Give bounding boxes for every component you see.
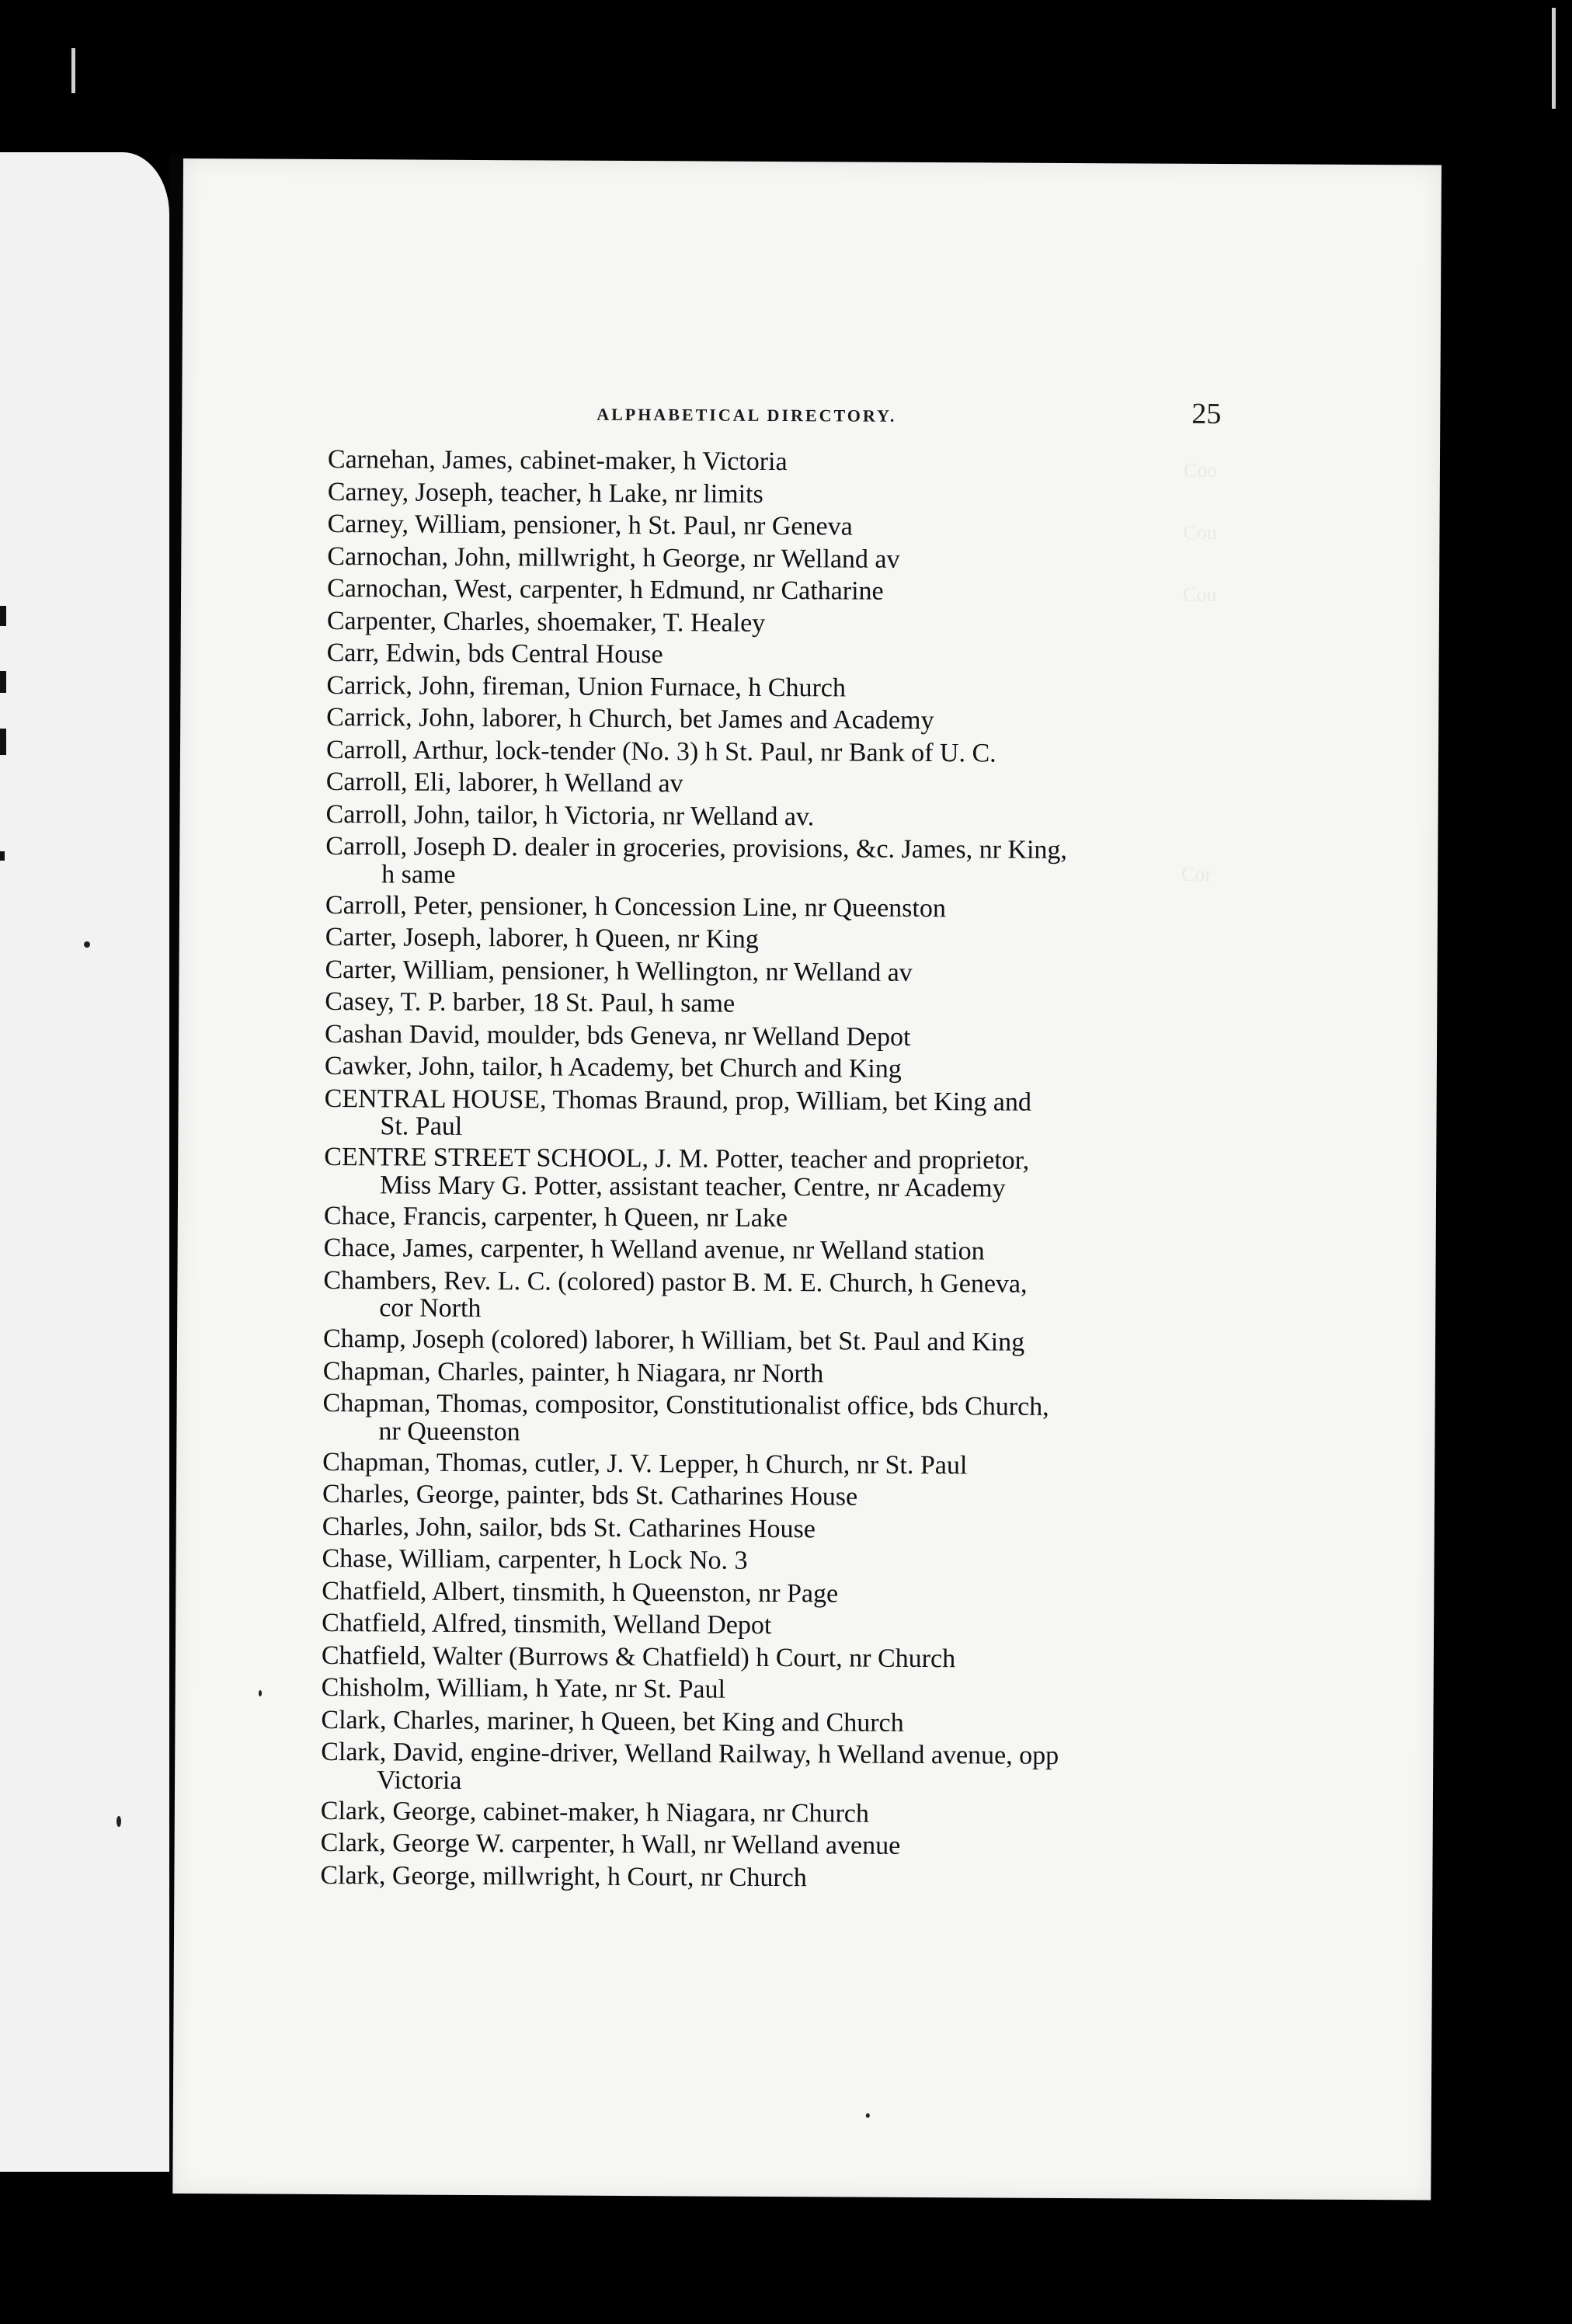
- entry-text: Clark, Charles, mariner, h Queen, bet King and Church: [321, 1705, 904, 1738]
- directory-entry: [326, 669, 1258, 706]
- entry-text: Chapman, Thomas, cutler, J. V. Lepper, h Church, nr St. Paul: [322, 1447, 968, 1480]
- entry-text: Carroll, Joseph D. dealer in groceries, provisions, &c. James, nr King,: [325, 831, 1068, 865]
- directory-page: [172, 158, 1442, 2200]
- directory-entry: [325, 1018, 1257, 1055]
- directory-entry: [321, 1827, 1253, 1864]
- entry-text: Chatfield, Albert, tinsmith, h Queenston, nr Page: [322, 1576, 839, 1608]
- directory-entry: [322, 1387, 1254, 1448]
- entry-text: Carpenter, Charles, shoemaker, T. Healey: [326, 606, 766, 638]
- directory-entry: [325, 798, 1257, 835]
- entry-text: CENTRAL HOUSE, Thomas Braund, prop, William, bet King and: [324, 1084, 1032, 1117]
- entry-text: Carrick, John, laborer, h Church, bet James and Academy: [326, 702, 934, 736]
- facing-page-text-fragment: [0, 851, 5, 861]
- directory-entry: [325, 953, 1257, 990]
- entry-text: Cawker, John, tailor, h Academy, bet Church and King: [324, 1051, 902, 1084]
- facing-page-text-fragment: [0, 729, 6, 755]
- film-edge-mark: [71, 48, 75, 93]
- directory-entry: [322, 1672, 1254, 1709]
- directory-entry: [323, 1323, 1255, 1360]
- entry-text: Carroll, John, tailor, h Victoria, nr Welland av.: [325, 799, 815, 831]
- running-head: ALPHABETICAL DIRECTORY.: [596, 404, 897, 426]
- entry-text: Carney, William, pensioner, h St. Paul, nr Geneva: [327, 509, 853, 541]
- entry-text: Clark, David, engine-driver, Welland Railway, h Welland avenue, opp: [321, 1737, 1059, 1770]
- entry-text: Carnehan, James, cabinet-maker, h Victoria: [327, 444, 788, 477]
- directory-entry: [325, 986, 1257, 1023]
- entry-text: Chapman, Thomas, compositor, Constitutionalist office, bds Church,: [322, 1388, 1049, 1421]
- directory-entry: [327, 508, 1259, 545]
- directory-entries: [320, 444, 1260, 1896]
- directory-entry: [325, 889, 1257, 926]
- directory-entry: [323, 1264, 1255, 1324]
- directory-entry: [323, 1355, 1255, 1392]
- entry-text: Carroll, Arthur, lock-tender (No. 3) h St. Paul, nr Bank of U. C.: [325, 735, 996, 767]
- film-edge-mark: [1552, 8, 1556, 109]
- margin-speck: [259, 1690, 262, 1696]
- entry-continuation: Miss Mary G. Potter, assistant teacher, Centre, nr Academy: [379, 1170, 1006, 1203]
- entry-text: Carrick, John, fireman, Union Furnace, h Church: [326, 670, 847, 702]
- entry-text: Casey, T. P. barber, 18 St. Paul, h same: [325, 986, 736, 1018]
- directory-entry: [322, 1446, 1254, 1483]
- entry-text: Chatfield, Walter (Burrows & Chatfield) h Court, nr Church: [321, 1640, 956, 1673]
- entry-text: Chace, Francis, carpenter, h Queen, nr Lake: [323, 1201, 788, 1233]
- show-through-text: Cou: [1183, 583, 1217, 606]
- page-header: [182, 391, 1440, 444]
- entry-text: Clark, George, millwright, h Court, nr Church: [320, 1860, 807, 1892]
- margin-speck: [84, 941, 90, 948]
- entry-text: Chapman, Charles, painter, h Niagara, nr North: [322, 1356, 824, 1388]
- entry-text: Clark, George W. carpenter, h Wall, nr Welland avenue: [320, 1828, 901, 1860]
- directory-entry: [324, 1082, 1256, 1143]
- directory-entry: [326, 733, 1258, 771]
- directory-entry: [327, 540, 1259, 577]
- directory-entry: [322, 1607, 1254, 1644]
- show-through-text: Cor: [1181, 862, 1212, 885]
- directory-entry: [327, 637, 1259, 674]
- directory-entry: [320, 1859, 1252, 1896]
- directory-entry: [322, 1639, 1254, 1676]
- directory-entry: [322, 1478, 1254, 1515]
- directory-entry: [326, 701, 1258, 739]
- directory-entry: [325, 921, 1257, 958]
- entry-text: Carnochan, West, carpenter, h Edmund, nr Catharine: [327, 573, 884, 606]
- entry-continuation: h same: [381, 859, 456, 889]
- directory-entry: [326, 766, 1258, 803]
- entry-continuation: Victoria: [376, 1765, 462, 1795]
- directory-entry: [328, 475, 1260, 513]
- entry-text: Carter, Joseph, laborer, h Queen, nr King: [325, 922, 759, 954]
- directory-entry: [324, 1199, 1256, 1237]
- entry-text: Champ, Joseph (colored) laborer, h William, bet St. Paul and King: [322, 1324, 1025, 1357]
- facing-page-edge: [0, 152, 169, 2172]
- entry-text: Chace, James, carpenter, h Welland avenue, nr Welland station: [323, 1233, 985, 1266]
- entry-text: Carr, Edwin, bds Central House: [326, 638, 663, 670]
- entry-text: Carnochan, John, millwright, h George, nr Welland av: [327, 541, 900, 574]
- directory-entry: [325, 830, 1257, 891]
- directory-entry: [324, 1141, 1256, 1202]
- directory-entry: [328, 444, 1260, 481]
- directory-entry: [325, 1050, 1257, 1087]
- directory-entry: [324, 1232, 1256, 1269]
- directory-entry: [321, 1794, 1253, 1832]
- entry-text: Carney, Joseph, teacher, h Lake, nr limits: [327, 477, 763, 509]
- entry-continuation: St. Paul: [380, 1112, 463, 1141]
- entry-text: CENTRE STREET SCHOOL, J. M. Potter, teacher and proprietor,: [324, 1142, 1030, 1175]
- entry-text: Carroll, Peter, pensioner, h Concession Line, nr Queenston: [325, 890, 946, 923]
- entry-text: Charles, John, sailor, bds St. Catharines House: [322, 1512, 816, 1543]
- show-through-text: Cou: [1183, 520, 1217, 544]
- facing-page-text-fragment: [0, 671, 6, 693]
- directory-entry: [322, 1543, 1254, 1580]
- page-speck: [866, 2114, 870, 2118]
- entry-text: Carter, William, pensioner, h Wellington, nr Welland av: [325, 955, 913, 987]
- entry-text: Clark, George, cabinet-maker, h Niagara, nr Church: [320, 1796, 870, 1828]
- entry-text: Cashan David, moulder, bds Geneva, nr Welland Depot: [325, 1019, 911, 1052]
- entry-text: Chisholm, William, h Yate, nr St. Paul: [321, 1672, 726, 1704]
- directory-entry: [321, 1736, 1253, 1797]
- directory-entry: [327, 604, 1259, 642]
- entry-text: Chambers, Rev. L. C. (colored) pastor B. M. E. Church, h Geneva,: [323, 1265, 1028, 1299]
- entry-continuation: nr Queenston: [378, 1416, 520, 1446]
- margin-speck: [117, 1816, 121, 1827]
- page-number: 25: [1191, 397, 1222, 431]
- entry-text: Chase, William, carpenter, h Lock No. 3: [322, 1543, 748, 1575]
- entry-continuation: cor North: [379, 1293, 482, 1324]
- entry-text: Chatfield, Alfred, tinsmith, Welland Depot: [322, 1608, 772, 1640]
- entry-text: Carroll, Eli, laborer, h Welland av: [325, 767, 683, 798]
- directory-entry: [327, 572, 1259, 610]
- directory-entry: [322, 1574, 1254, 1612]
- facing-page-text-fragment: [0, 606, 6, 626]
- show-through-text: Coo: [1183, 458, 1218, 482]
- directory-entry: [321, 1703, 1253, 1741]
- directory-entry: [322, 1510, 1254, 1547]
- entry-text: Charles, George, painter, bds St. Catharines House: [322, 1479, 858, 1512]
